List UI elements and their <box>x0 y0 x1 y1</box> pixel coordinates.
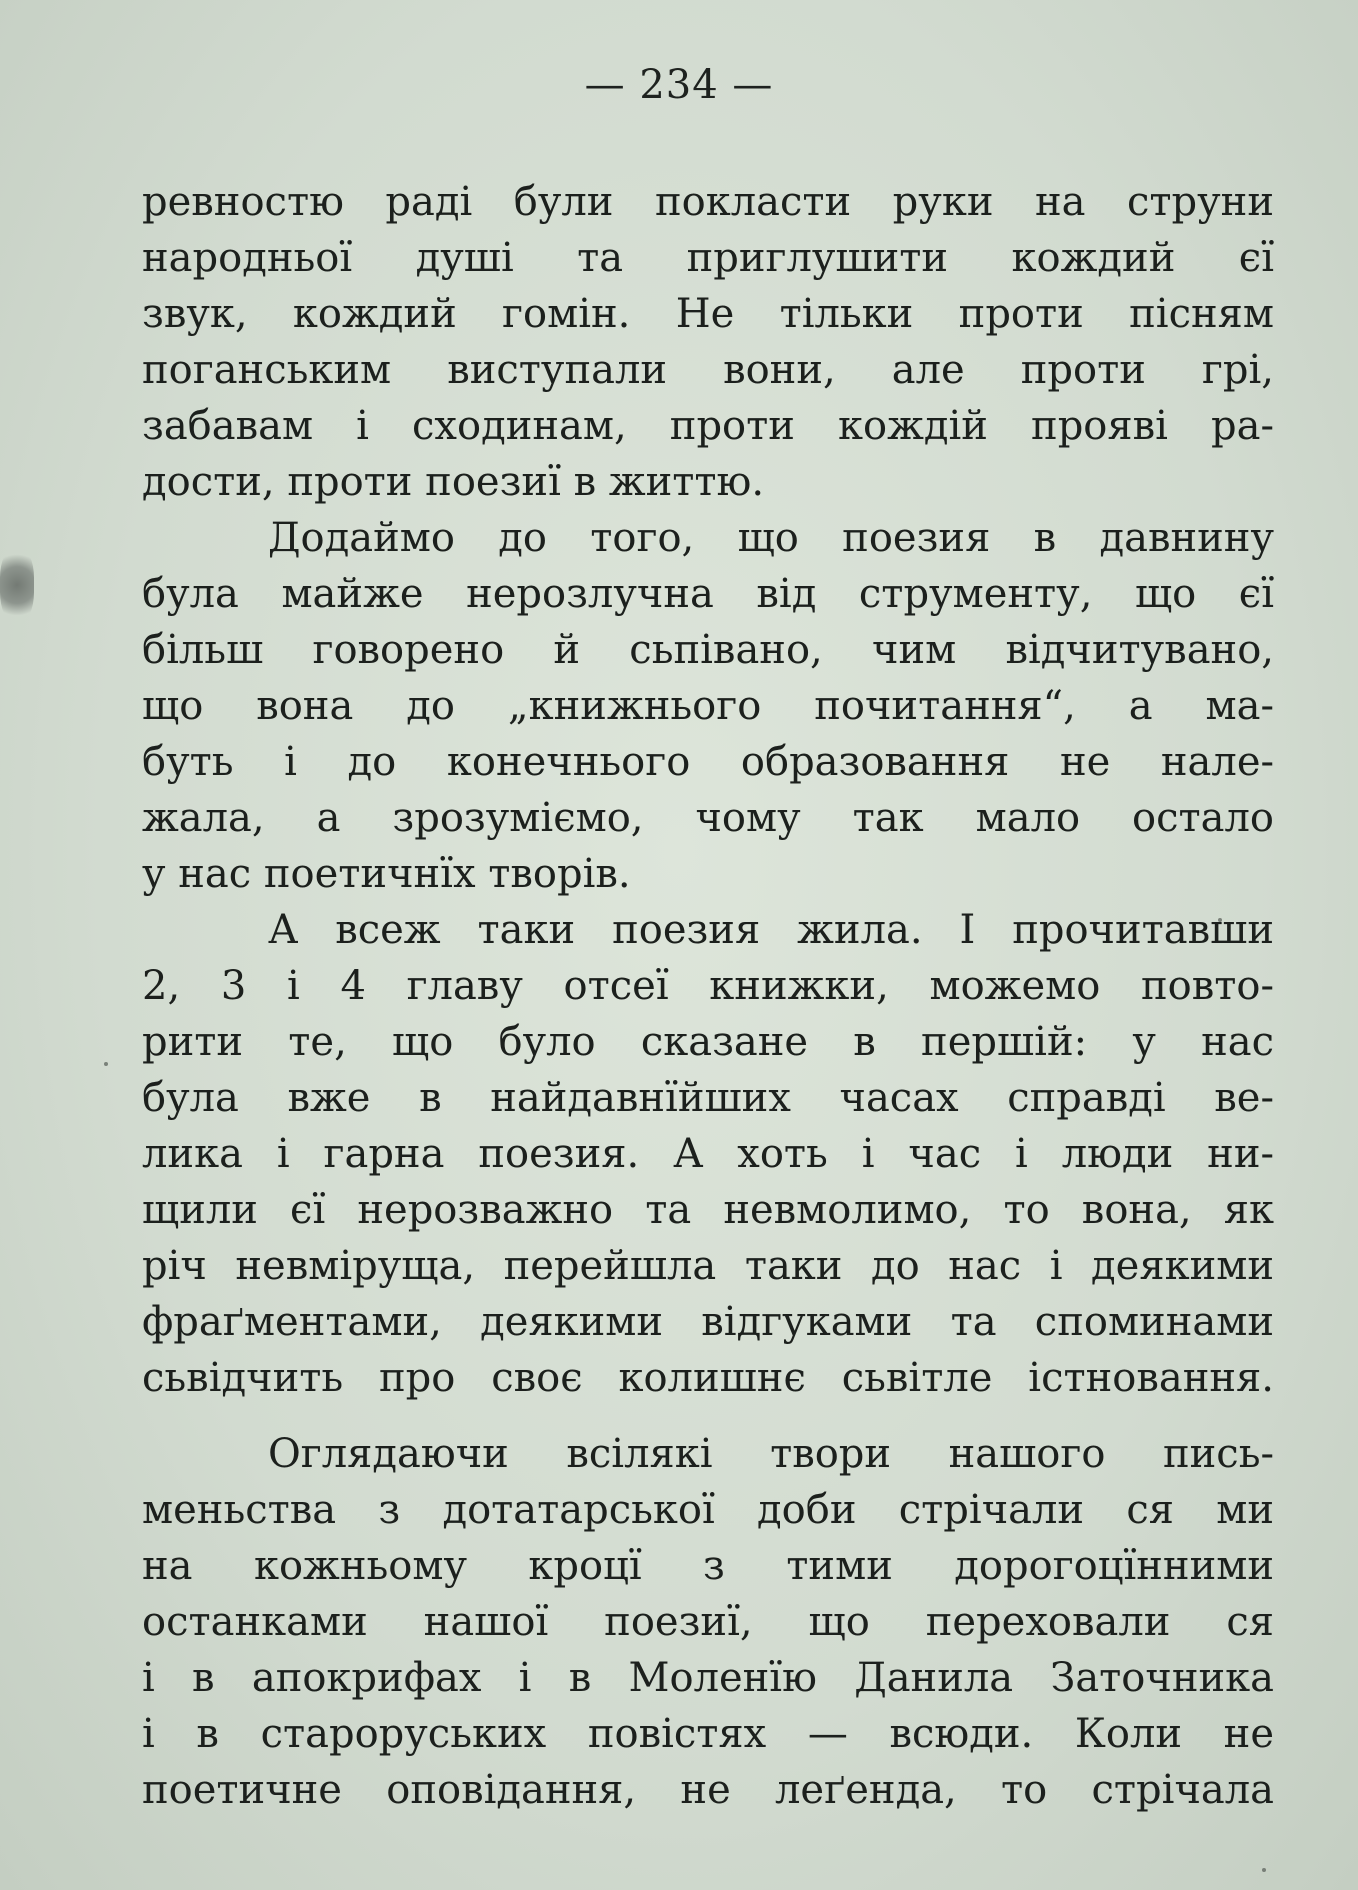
text-line: річ невміруща, перейшла таки до нас і деякими <box>142 1243 1274 1289</box>
text-line: лика і гарна поезия. А хоть і час і люди ни- <box>142 1131 1274 1177</box>
text-line: сьвідчить про своє колишнє сьвітле істновання. <box>142 1355 1274 1401</box>
text-line: фраґментами, деякими відгуками та споминами <box>142 1299 1274 1345</box>
text-line: поганським виступали вони, але проти грі, <box>142 347 1274 393</box>
text-line: щили єї нерозважно та невмолимо, то вона, як <box>142 1187 1274 1233</box>
ink-smudge <box>0 548 34 622</box>
text-line: на кожньому кроцї з тими дорогоцїнними <box>142 1543 1274 1589</box>
text-line: жала, а зрозуміємо, чому так мало остало <box>142 795 1274 841</box>
paper-speck <box>1262 1868 1266 1872</box>
body-text <box>142 174 1274 1818</box>
text-line: поетичне оповідання, не леґенда, то стрічала <box>142 1767 1274 1813</box>
text-line: у нас поетичнїх творів. <box>142 851 631 897</box>
text-line: дости, проти поезиї в життю. <box>142 459 765 505</box>
text-line: і в апокрифах і в Моленїю Данила Заточника <box>142 1655 1274 1701</box>
text-line: 2, 3 і 4 главу отсеї книжки, можемо повто- <box>142 963 1274 1009</box>
text-line: звук, кождий гомін. Не тільки проти пісням <box>142 291 1274 337</box>
text-line: і в староруських повістях — всюди. Коли не <box>142 1711 1274 1757</box>
text-line: буть і до конечнього образовання не нале- <box>142 739 1274 785</box>
text-line: А всеж таки поезия жила. І прочитавши <box>268 907 1274 953</box>
text-line: була майже нерозлучна від струменту, що єї <box>142 571 1274 617</box>
text-line: ревностю раді були покласти руки на струни <box>142 179 1274 225</box>
text-line: рити те, що було сказане в першій: у нас <box>142 1019 1274 1065</box>
paper-speck <box>104 1062 108 1066</box>
text-line: забавам і сходинам, проти кождій прояві ра- <box>142 403 1274 449</box>
text-line: народньої душі та приглушити кождий єї <box>142 235 1274 281</box>
page-number: — 234 — <box>584 62 774 108</box>
text-line: була вже в найдавнїйших часах справді ве- <box>142 1075 1274 1121</box>
text-line: Додаймо до того, що поезия в давнину <box>268 515 1274 561</box>
text-line: що вона до „книжнього почитання“, а ма- <box>142 683 1274 729</box>
text-line: більш говорено й сьпівано, чим відчитувано, <box>142 627 1274 673</box>
text-line: останками нашої поезиї, що переховали ся <box>142 1599 1274 1645</box>
paragraph-gap <box>142 1406 1274 1426</box>
text-line: Оглядаючи всілякі твори нашого пись- <box>268 1431 1274 1477</box>
text-line: меньства з дотатарської доби стрічали ся ми <box>142 1487 1274 1533</box>
